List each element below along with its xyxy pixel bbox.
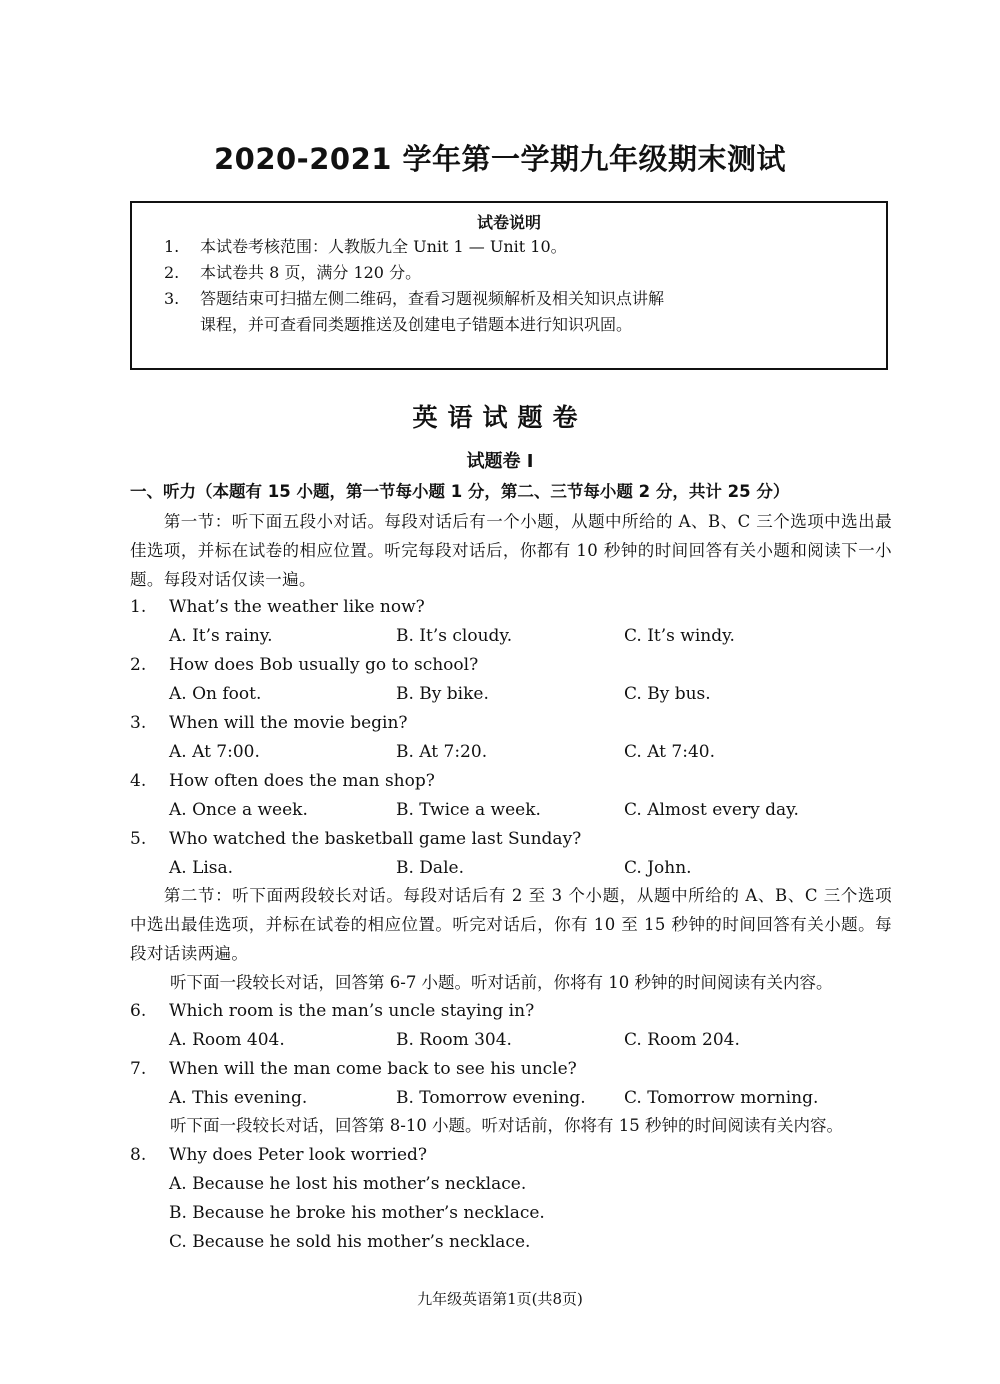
option-c: C. Tomorrow morning. <box>624 1088 819 1108</box>
question-text: Why does Peter look worried? <box>169 1145 428 1165</box>
question-text: When will the movie begin? <box>169 713 408 733</box>
question-number: 5. <box>130 829 147 849</box>
instruction-number: 2. <box>164 263 180 282</box>
option-c: C. It’s windy. <box>624 626 735 646</box>
option-c: C. By bus. <box>624 684 711 704</box>
question-text: Which room is the man’s uncle staying in? <box>169 1001 535 1021</box>
question-number: 2. <box>130 655 147 675</box>
instruction-text: 本试卷考核范围：人教版九全 Unit 1 — Unit 10。 <box>200 237 567 256</box>
paper-label: 试题卷 I <box>466 451 534 472</box>
page-footer: 九年级英语第1页(共8页) <box>417 1290 583 1308</box>
option-b: B. It’s cloudy. <box>396 626 513 646</box>
section-heading: 一、听力（本题有 15 小题，第一节每小题 1 分，第二、三节每小题 2 分，共计 25 分） <box>130 482 790 501</box>
part1-instructions: 第一节：听下面五段小对话。每段对话后有一个小题，从题中所给的 A、B、C 三个选项中选出最佳选项，并标在试卷的相应位置。听完每段对话后，你都有 10 秒钟的时间回答有关小题和阅读下一小题。每段对话仅读一遍。 <box>130 512 892 589</box>
option-c: C. John. <box>624 858 692 878</box>
option-b: B. Twice a week. <box>396 800 541 820</box>
option-a: A. On foot. <box>169 684 262 704</box>
option-a: A. It’s rainy. <box>169 626 273 646</box>
question-text: What’s the weather like now? <box>169 597 425 617</box>
question-text: When will the man come back to see his uncle? <box>169 1059 577 1079</box>
option-a: A. Lisa. <box>169 858 234 878</box>
subject-title: 英语试题卷 <box>412 403 588 432</box>
question-number: 7. <box>130 1059 147 1079</box>
question-number: 3. <box>130 713 147 733</box>
exam-title: 2020-2021 学年第一学期九年级期末测试 <box>213 142 787 176</box>
option-a: A. Room 404. <box>169 1030 285 1050</box>
question-number: 1. <box>130 597 147 617</box>
option-b: B. Room 304. <box>396 1030 512 1050</box>
option-c: C. Room 204. <box>624 1030 740 1050</box>
option-a: A. This evening. <box>169 1088 308 1108</box>
option-b: B. Because he broke his mother’s necklace. <box>169 1203 545 1223</box>
option-b: B. Tomorrow evening. <box>396 1088 586 1108</box>
instruction-text: 本试卷共 8 页，满分 120 分。 <box>200 263 422 282</box>
option-a: A. Because he lost his mother’s necklace. <box>169 1174 527 1194</box>
option-a: A. Once a week. <box>169 800 308 820</box>
dialog-instructions: 听下面一段较长对话，回答第 6-7 小题。听对话前，你将有 10 秒钟的时间阅读有关内容。 <box>170 973 833 992</box>
instructions-heading: 试卷说明 <box>476 213 541 232</box>
option-b: B. By bike. <box>396 684 489 704</box>
instruction-number: 1. <box>164 237 180 256</box>
instruction-text-continued: 课程，并可查看同类题推送及创建电子错题本进行知识巩固。 <box>200 315 633 334</box>
question-number: 8. <box>130 1145 147 1165</box>
question-text: How often does the man shop? <box>169 771 435 791</box>
option-b: B. At 7:20. <box>396 742 488 762</box>
option-c: C. Because he sold his mother’s necklace. <box>169 1232 531 1252</box>
question-number: 4. <box>130 771 147 791</box>
question-number: 6. <box>130 1001 147 1021</box>
option-c: C. Almost every day. <box>624 800 799 820</box>
instruction-number: 3. <box>164 289 180 308</box>
option-a: A. At 7:00. <box>169 742 260 762</box>
option-b: B. Dale. <box>396 858 464 878</box>
option-c: C. At 7:40. <box>624 742 716 762</box>
question-text: Who watched the basketball game last Sunday? <box>169 829 582 849</box>
question-text: How does Bob usually go to school? <box>169 655 479 675</box>
instruction-text: 答题结束可扫描左侧二维码，查看习题视频解析及相关知识点讲解 <box>200 289 665 308</box>
dialog-instructions: 听下面一段较长对话，回答第 8-10 小题。听对话前，你将有 15 秒钟的时间阅读有关内容。 <box>170 1116 844 1135</box>
part2-instructions: 第二节：听下面两段较长对话。每段对话后有 2 至 3 个小题，从题中所给的 A、B、C 三个选项中选出最佳选项，并标在试卷的相应位置。听完对话后，你有 10 至 15 秒钟的时间回答有关小题。每段对话读两遍。 <box>130 886 892 963</box>
